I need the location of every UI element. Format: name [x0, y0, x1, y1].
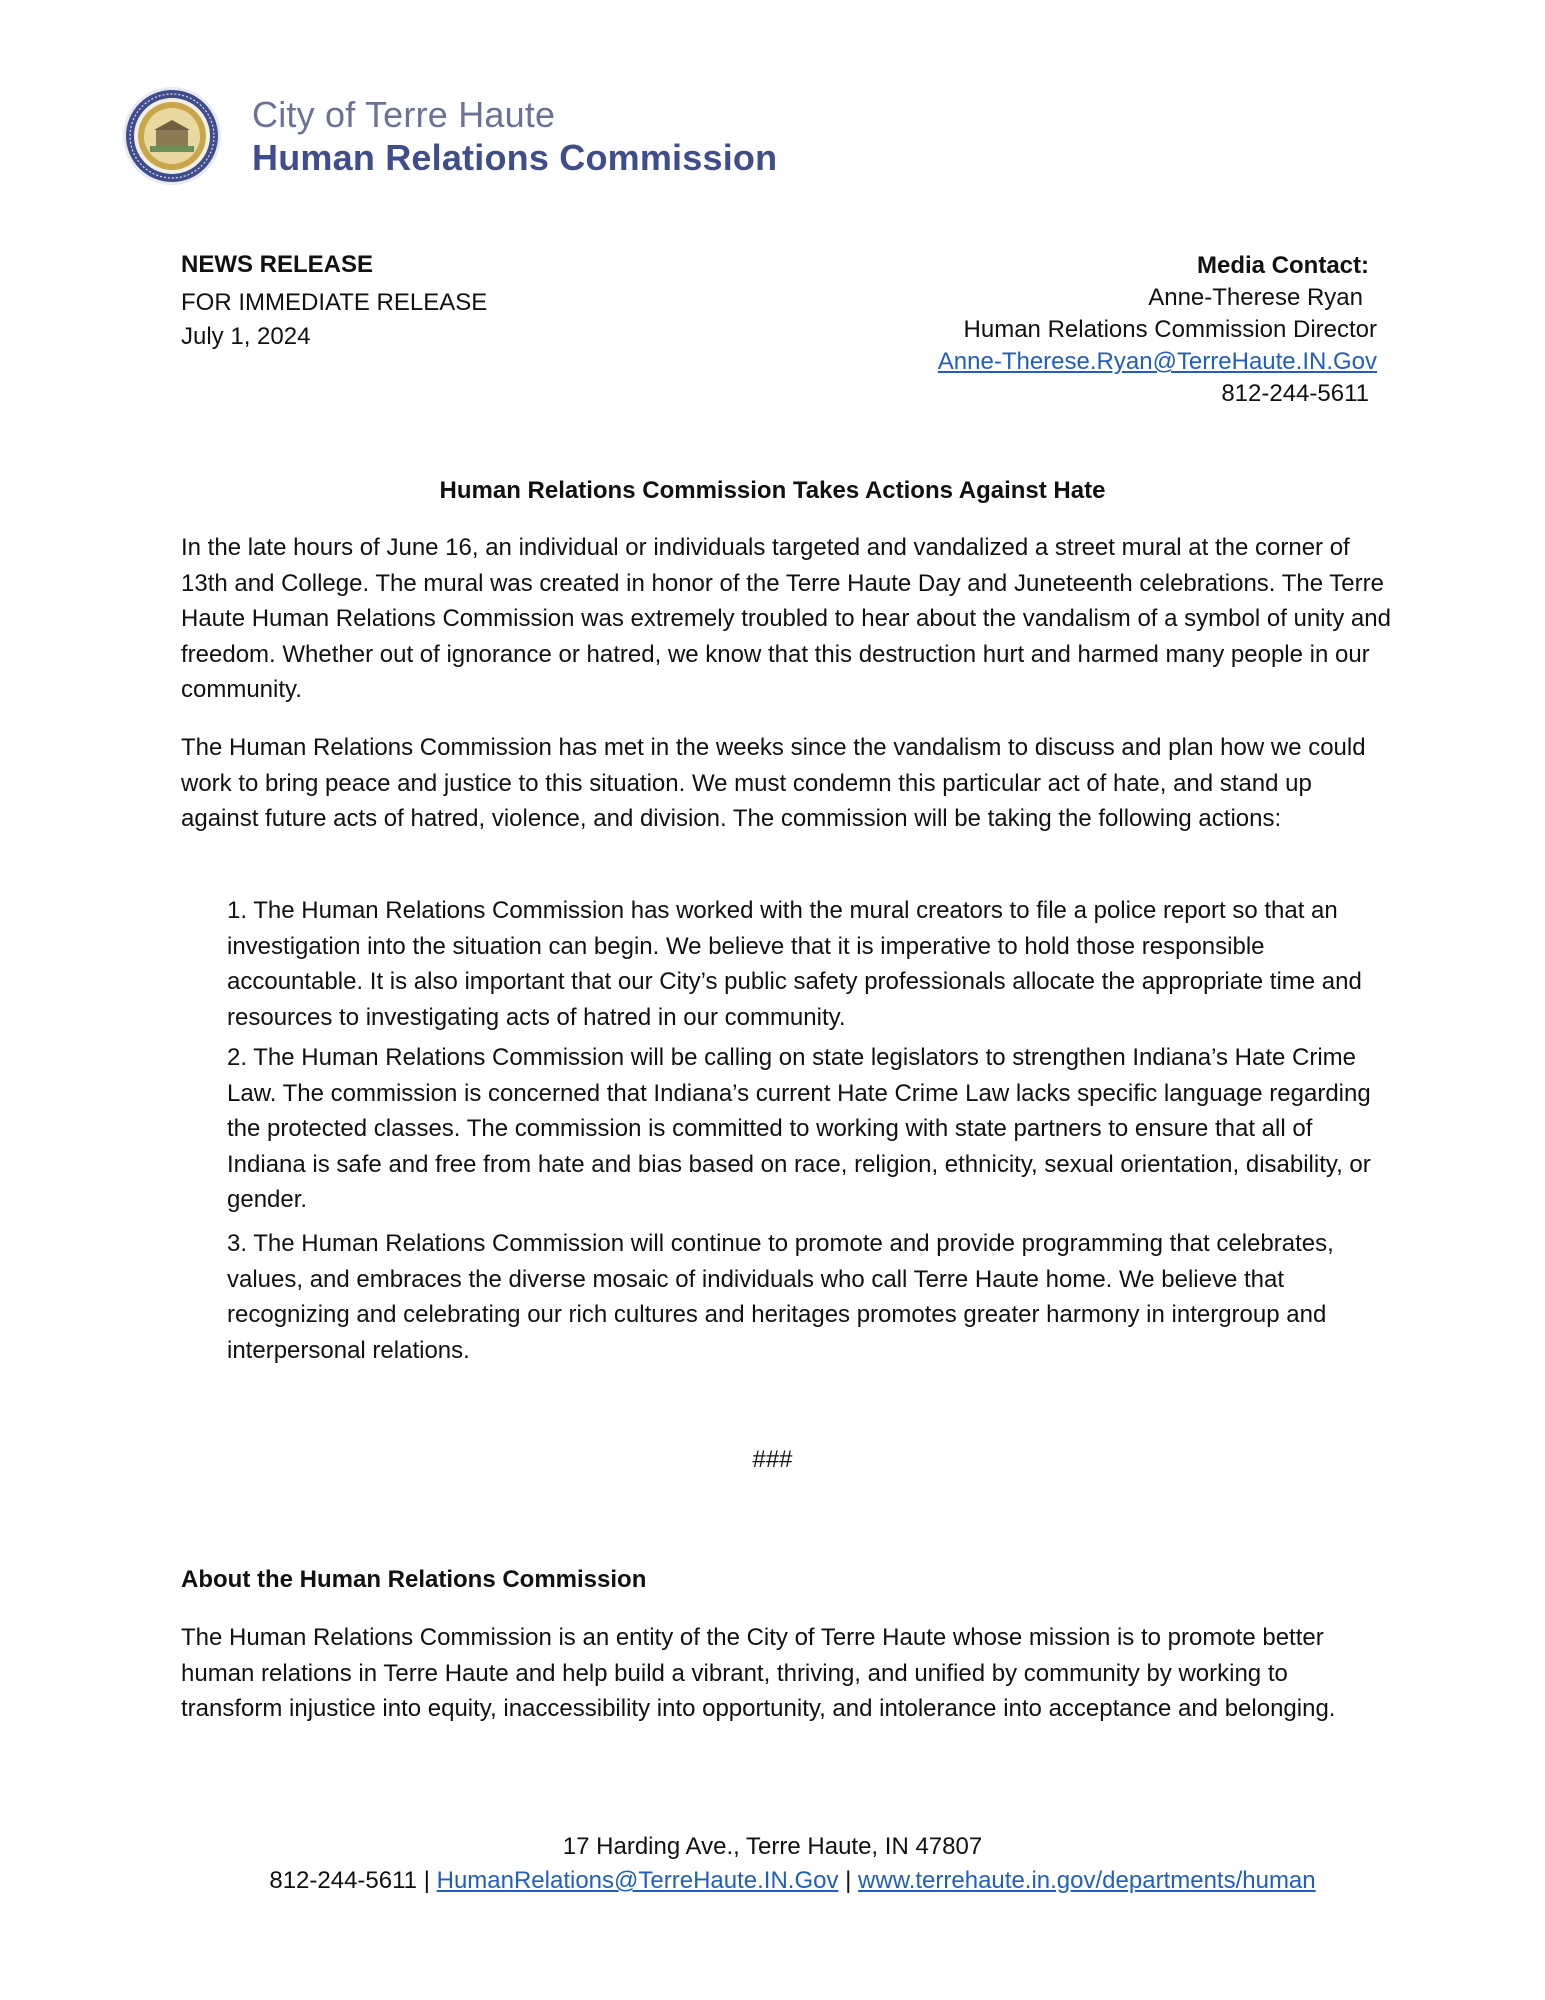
body-paragraph-1: In the late hours of June 16, an individual or individuals targeted and vandalized a street mural at the corner of 13th and College. The mural was created in honor of the Terre Haute Day and Juneteenth celebrations. The Terre Haute Human Relations Commission was extremely troubled to hear about the vandalism of a symbol of unity and freedom. Whether out of ignorance or hatred, we know that this destruction hurt and harmed many people in our community.	[181, 534, 1391, 703]
media-contact	[938, 250, 1377, 410]
contact-email-link[interactable]	[938, 346, 1377, 378]
release-date: July 1, 2024	[181, 323, 311, 350]
immediacy-label: FOR IMMEDIATE RELEASE	[181, 289, 488, 316]
footer-email-link[interactable]: HumanRelations@TerreHaute.IN.Gov	[436, 1867, 839, 1894]
footer	[0, 1830, 1545, 1898]
commission-name: Human Relations Commission	[252, 137, 778, 178]
contact-email-text[interactable]: Anne-Therese.Ryan@TerreHaute.IN.Gov	[937, 348, 1377, 375]
contact-phone: 812-244-5611	[1221, 380, 1369, 407]
about-heading: About the Human Relations Commission	[181, 1566, 647, 1593]
contact-name: Anne-Therese Ryan	[1148, 284, 1363, 311]
end-mark: ###	[752, 1446, 793, 1473]
headline: Human Relations Commission Takes Actions Against Hate	[439, 477, 1106, 504]
footer-address: 17 Harding Ave., Terre Haute, IN 47807	[562, 1833, 983, 1860]
release-info	[181, 248, 487, 354]
action-item-3: 3. The Human Relations Commission will continue to promote and provide programming that celebrates, values, and embraces the diverse mosaic of individuals who call Terre Haute home. We believe that recognizing and celebrating our rich cultures and heritages promotes greater harmony in intergroup and interpersonal relations.	[227, 1230, 1334, 1364]
action-item-2: 2. The Human Relations Commission will be calling on state legislators to strengthen Indiana’s Hate Crime Law. The commission is concerned that Indiana’s current Hate Crime Law lacks specific language regarding the protected classes. The commission is committed to working with state partners to ensure that all of Indiana is safe and free from hate and bias based on race, religion, ethnicity, sexual orientation, disability, or gender.	[227, 1044, 1371, 1213]
footer-separator: |	[845, 1867, 852, 1894]
footer-phone: 812-244-5611	[269, 1867, 418, 1894]
news-release-label: NEWS RELEASE	[181, 251, 374, 278]
city-name: City of Terre Haute	[252, 93, 556, 135]
footer-separator: |	[423, 1867, 430, 1894]
footer-website-link[interactable]: www.terrehaute.in.gov/departments/human	[858, 1867, 1316, 1894]
contact-title: Human Relations Commission Director	[963, 316, 1377, 343]
city-seal-logo	[122, 86, 222, 186]
footer-contact-line	[0, 1864, 1545, 1898]
organization-name	[252, 93, 777, 179]
action-item-1: 1. The Human Relations Commission has worked with the mural creators to file a police report so that an investigation into the situation can begin. We believe that it is imperative to hold those responsible accountable. It is also important that our City’s public safety professionals allocate the appropriate time and resources to investigating acts of hatred in our community.	[227, 897, 1362, 1031]
letterhead	[122, 86, 777, 186]
body-paragraph-2: The Human Relations Commission has met in the weeks since the vandalism to discuss and plan how we could work to bring peace and justice to this situation. We must condemn this particular act of hate, and stand up against future acts of hatred, violence, and division. The commission will be taking the following actions:	[181, 734, 1366, 832]
media-contact-label: Media Contact:	[1196, 252, 1369, 279]
about-paragraph: The Human Relations Commission is an entity of the City of Terre Haute whose mission is to promote better human relations in Terre Haute and help build a vibrant, thriving, and unified by community by working to transform injustice into equity, inaccessibility into opportunity, and intolerance into acceptance and belonging.	[181, 1624, 1336, 1722]
